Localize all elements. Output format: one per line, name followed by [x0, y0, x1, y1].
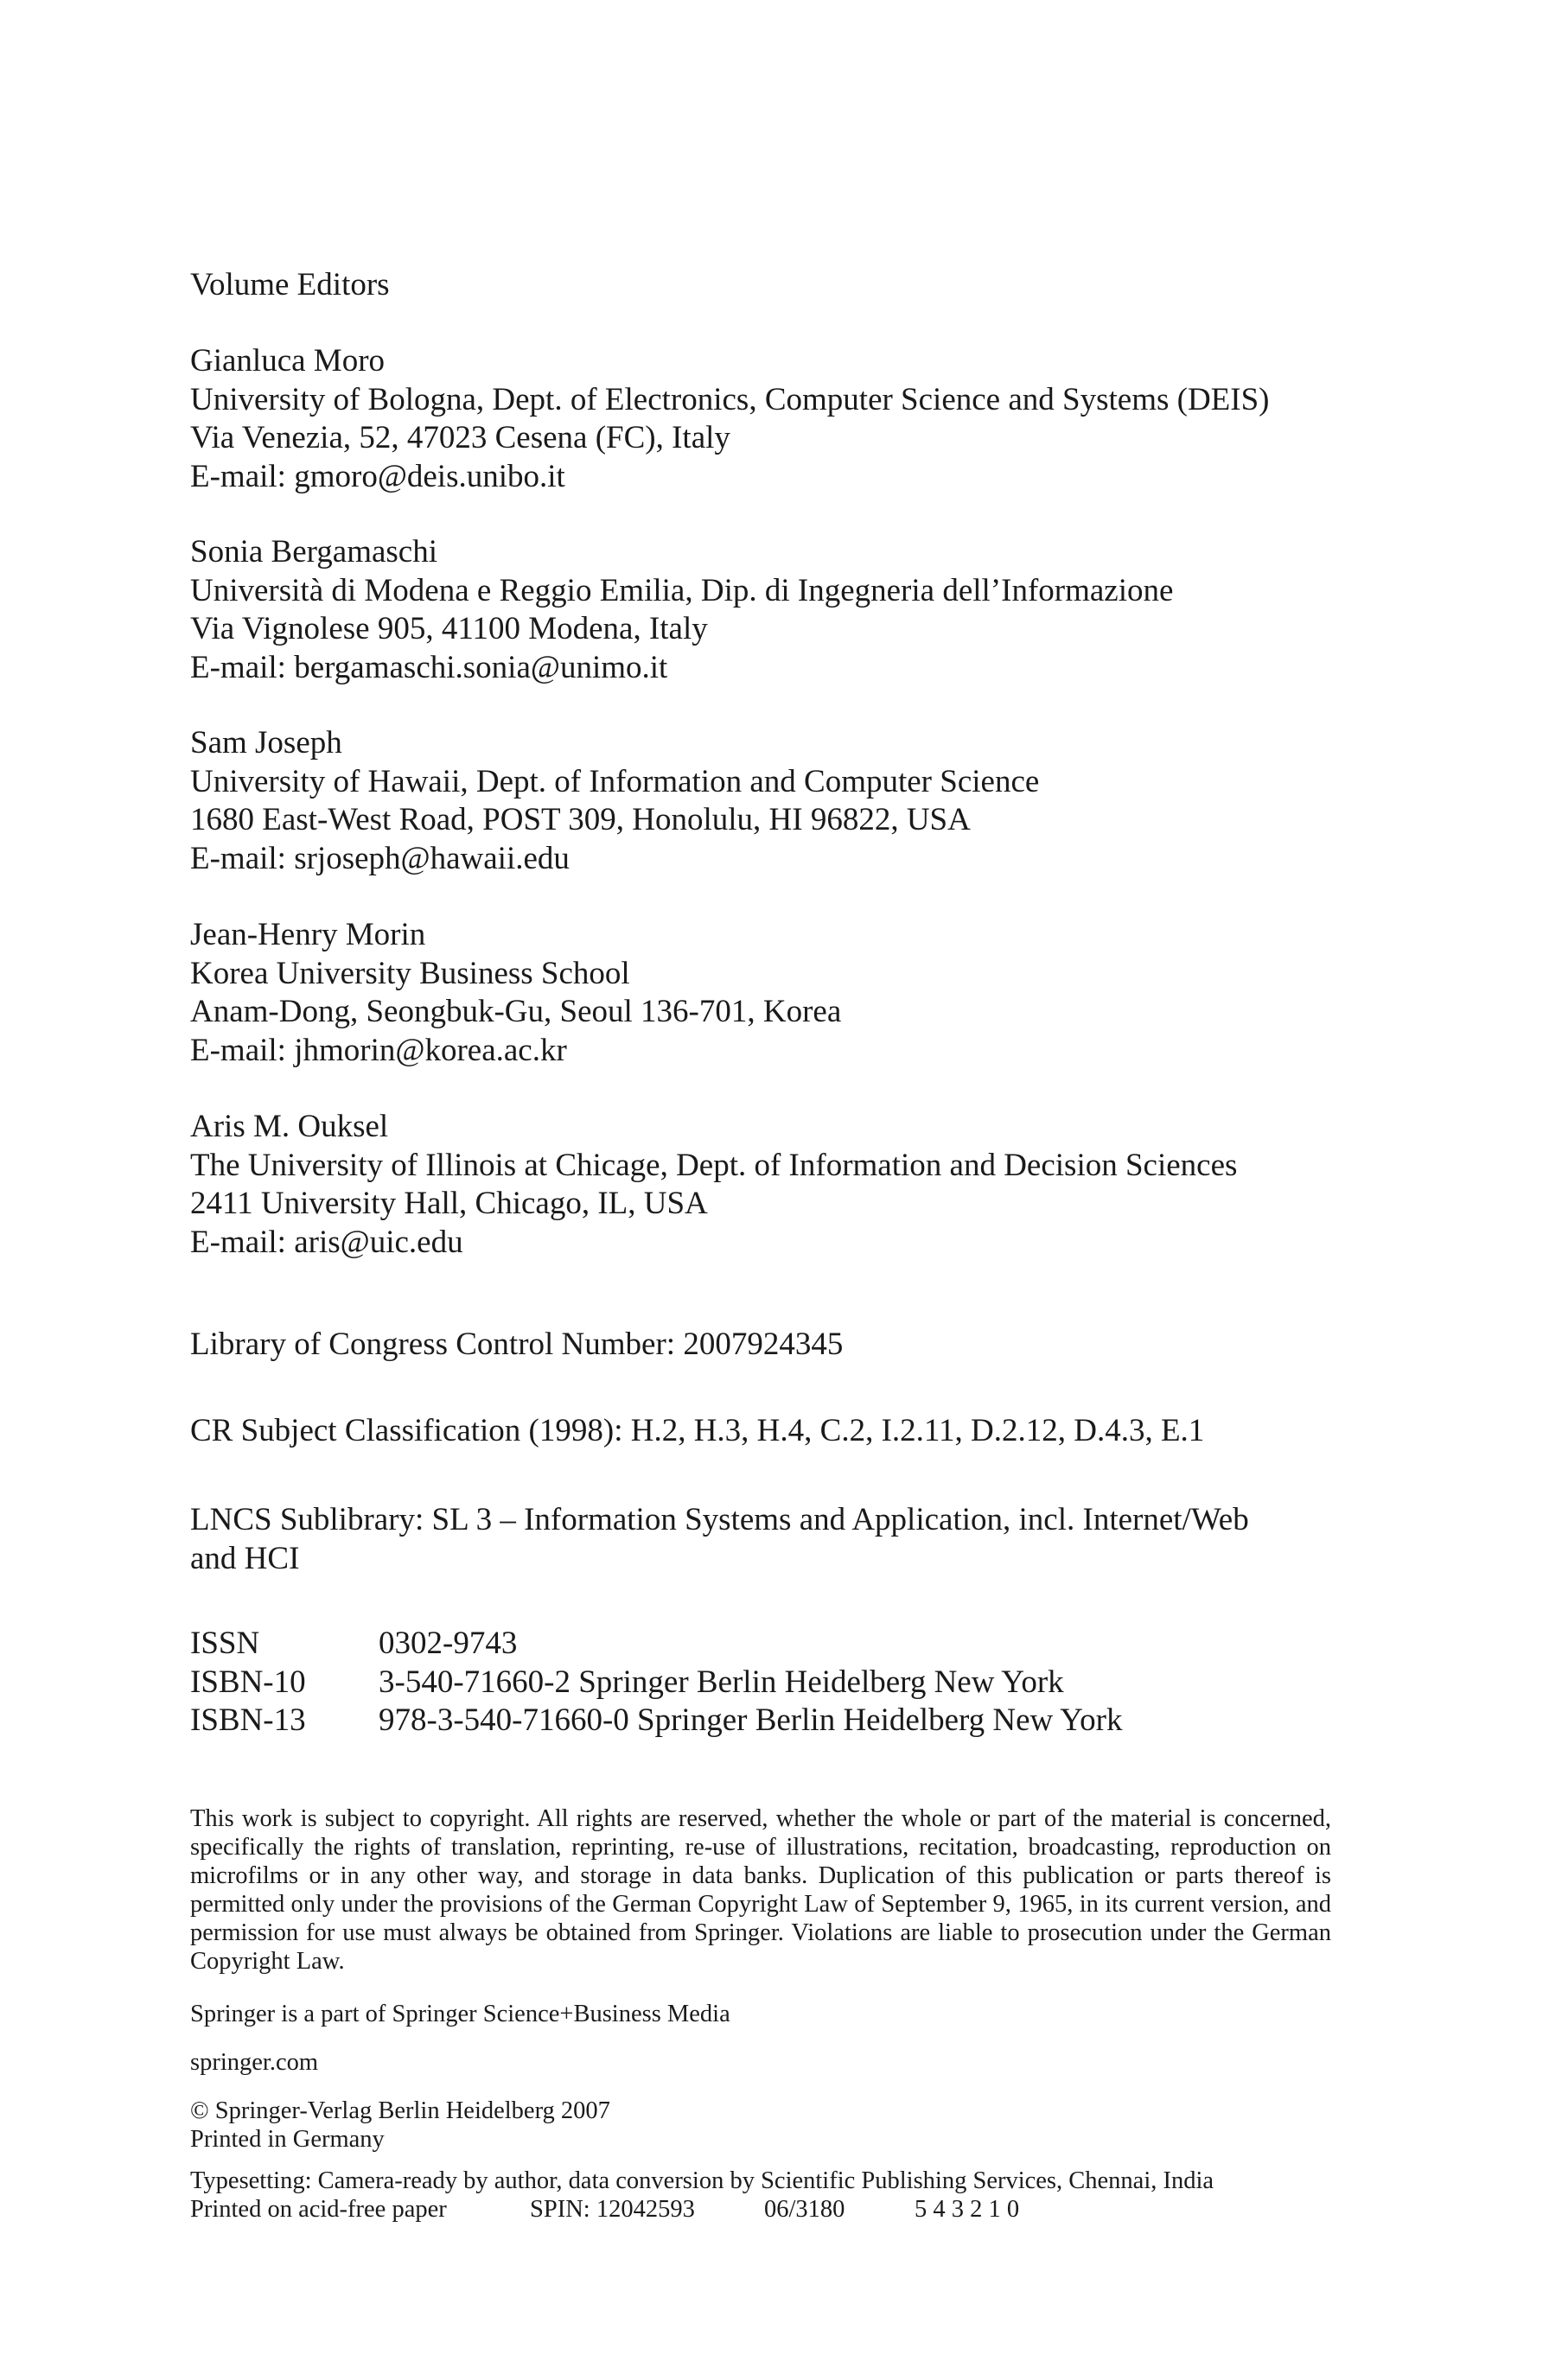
- editor-name: Jean-Henry Morin: [190, 917, 426, 952]
- copyright-notice: This work is subject to copyright. All rights are reserved, whether the whole or part of the material is concerned, specifically the rights of translation, reprinting, re-use of illustrations, recitation, broadcasting, reproduction on microfilms or in any other way, and storage in data banks. Duplication of this publication or parts thereof is permitted only under the provisions of the German Copyright Law of September 9, 1965, in its current version, and permission for use must always be obtained from Springer. Violations are liable to prosecution under the German Copyright Law.: [190, 1805, 1331, 1975]
- identifier-row: [190, 1625, 1122, 1664]
- editor-entry: [190, 916, 1348, 1070]
- copyright-holder: © Springer-Verlag Berlin Heidelberg 2007 Printed in Germany: [190, 2097, 610, 2153]
- editor-entry: [190, 1108, 1348, 1262]
- editor-name: Sam Joseph: [190, 725, 342, 760]
- editor-affiliation: The University of Illinois at Chicage, Dept. of Information and Decision Sciences: [190, 1147, 1238, 1183]
- identifier-label: ISSN: [190, 1626, 260, 1661]
- identifier-row: [190, 1664, 1122, 1702]
- editor-address: 1680 East-West Road, POST 309, Honolulu, HI 96822, USA: [190, 802, 971, 837]
- paper-info: Printed on acid-free paper: [190, 2196, 447, 2223]
- typesetting-line: Typesetting: Camera-ready by author, data conversion by Scientific Publishing Services, Chennai, India: [190, 2167, 1214, 2194]
- editor-name: Sonia Bergamaschi: [190, 534, 438, 570]
- identifier-row: [190, 1702, 1122, 1740]
- identifier-table: [190, 1625, 1122, 1740]
- website-line: springer.com: [190, 2049, 319, 2076]
- editor-affiliation: University of Bologna, Dept. of Electronics, Computer Science and Systems (DEIS): [190, 381, 1270, 417]
- editor-address: 2411 University Hall, Chicago, IL, USA: [190, 1186, 708, 1221]
- editor-entry: [190, 724, 1348, 878]
- volume-editors-heading: Volume Editors: [190, 267, 390, 302]
- identifier-value: 0302-9743: [379, 1626, 518, 1661]
- editor-affiliation: Korea University Business School: [190, 955, 630, 991]
- identifier-label: ISBN-10: [190, 1664, 306, 1700]
- editor-email: E-mail: gmoro@deis.unibo.it: [190, 458, 565, 494]
- editor-affiliation: Università di Modena e Reggio Emilia, Dip. di Ingegneria dell’Informazione: [190, 572, 1174, 608]
- editor-address: Anam-Dong, Seongbuk-Gu, Seoul 136-701, Korea: [190, 994, 842, 1029]
- editor-email: E-mail: bergamaschi.sonia@unimo.it: [190, 649, 668, 685]
- editor-email: E-mail: srjoseph@hawaii.edu: [190, 840, 570, 876]
- print-code: 06/3180: [764, 2196, 845, 2223]
- editor-entry: [190, 533, 1348, 687]
- identifier-label: ISBN-13: [190, 1702, 306, 1738]
- print-run-digits: 5 4 3 2 1 0: [915, 2196, 1020, 2223]
- editor-address: Via Vignolese 905, 41100 Modena, Italy: [190, 611, 708, 646]
- editor-name: Aris M. Ouksel: [190, 1109, 389, 1144]
- spin-number: SPIN: 12042593: [530, 2196, 695, 2223]
- editor-email: E-mail: aris@uic.edu: [190, 1224, 463, 1260]
- editor-entry: [190, 342, 1348, 496]
- sublibrary-statement: LNCS Sublibrary: SL 3 – Information Systems and Application, incl. Internet/Web and HCI: [190, 1502, 1249, 1576]
- editor-name: Gianluca Moro: [190, 343, 386, 379]
- editor-affiliation: University of Hawaii, Dept. of Information and Computer Science: [190, 763, 1040, 799]
- springer-part-line: Springer is a part of Springer Science+Business Media: [190, 2001, 730, 2027]
- editor-address: Via Venezia, 52, 47023 Cesena (FC), Italy: [190, 420, 730, 455]
- identifier-value: 978-3-540-71660-0 Springer Berlin Heidelberg New York: [379, 1702, 1123, 1738]
- editor-email: E-mail: jhmorin@korea.ac.kr: [190, 1032, 567, 1068]
- lccn-line: Library of Congress Control Number: 2007924345: [190, 1327, 844, 1362]
- identifier-value: 3-540-71660-2 Springer Berlin Heidelberg New York: [379, 1664, 1064, 1700]
- cr-classification-line: CR Subject Classification (1998): H.2, H.3, H.4, C.2, I.2.11, D.2.12, D.4.3, E.1: [190, 1413, 1205, 1448]
